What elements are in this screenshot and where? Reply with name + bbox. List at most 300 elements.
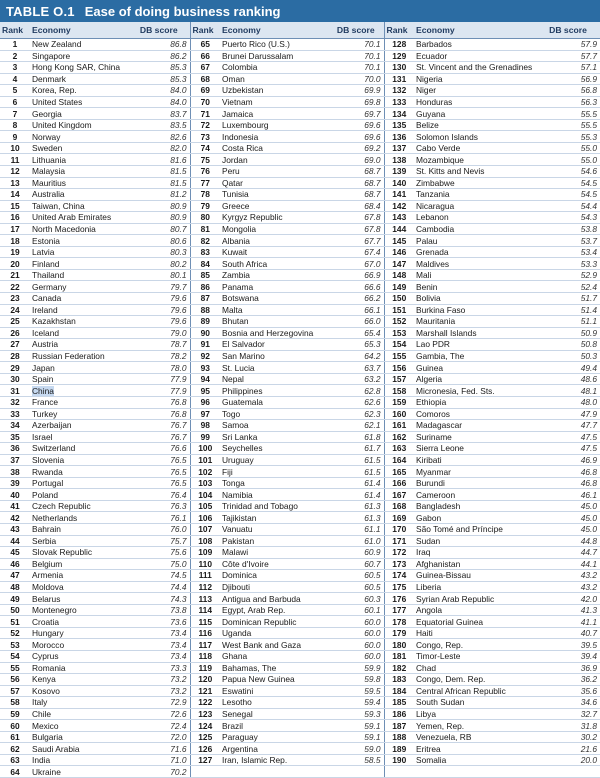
economy-text: Libya xyxy=(416,708,437,719)
rank-text: 63 xyxy=(10,755,20,766)
economy-text: Indonesia xyxy=(222,131,259,142)
rank-cell xyxy=(384,85,414,97)
score-text: 58.5 xyxy=(364,755,381,766)
score-cell xyxy=(536,674,600,686)
economy-text: France xyxy=(32,397,59,408)
rank-text: 116 xyxy=(198,628,212,639)
score-cell xyxy=(128,616,190,628)
rank-text: 39 xyxy=(10,478,20,489)
rank-cell xyxy=(190,189,220,201)
rank-cell xyxy=(384,246,414,258)
score-cell xyxy=(128,96,190,108)
economy-cell xyxy=(220,616,328,628)
rank-text: 117 xyxy=(198,639,212,650)
score-text: 67.8 xyxy=(364,212,381,223)
rank-text: 15 xyxy=(10,200,20,211)
economy-cell xyxy=(220,177,328,189)
score-text: 59.8 xyxy=(364,674,381,685)
economy-text: Eritrea xyxy=(416,743,441,754)
score-cell xyxy=(536,339,600,351)
score-cell xyxy=(128,246,190,258)
economy-text: Afghanistan xyxy=(416,558,461,569)
economy-cell xyxy=(414,720,536,732)
score-text: 79.6 xyxy=(170,293,187,304)
score-cell xyxy=(328,674,384,686)
economy-cell xyxy=(30,500,128,512)
score-cell xyxy=(536,350,600,362)
rank-text: 176 xyxy=(392,593,407,604)
score-text: 36.9 xyxy=(580,662,597,673)
economy-cell xyxy=(30,131,128,143)
economy-cell xyxy=(414,547,536,559)
score-cell xyxy=(128,477,190,489)
rank-text: 184 xyxy=(392,685,407,696)
economy-cell xyxy=(220,281,328,293)
rank-cell xyxy=(384,512,414,524)
ranking-table-container xyxy=(0,22,600,778)
score-cell xyxy=(328,766,384,778)
score-text: 47.5 xyxy=(580,431,597,442)
score-text: 53.7 xyxy=(580,235,597,246)
score-text: 47.5 xyxy=(580,443,597,454)
table-row xyxy=(0,96,600,108)
rank-text: 156 xyxy=(392,362,407,373)
score-cell xyxy=(328,431,384,443)
rank-cell xyxy=(190,200,220,212)
rank-text: 16 xyxy=(10,212,20,223)
rank-text: 183 xyxy=(392,674,407,685)
rank-text: 120 xyxy=(198,674,213,685)
score-cell xyxy=(328,512,384,524)
rank-text: 173 xyxy=(392,558,407,569)
rank-text: 161 xyxy=(392,420,407,431)
rank-cell xyxy=(190,108,220,120)
rank-cell xyxy=(0,650,30,662)
score-text: 61.5 xyxy=(364,466,381,477)
score-text: 66.1 xyxy=(364,304,381,315)
rank-text: 168 xyxy=(392,501,407,512)
table-row xyxy=(0,350,600,362)
rank-text: 142 xyxy=(392,200,407,211)
economy-cell xyxy=(220,166,328,178)
score-text: 82.0 xyxy=(170,143,187,154)
rank-text: 92 xyxy=(200,351,210,362)
score-text: 72.6 xyxy=(170,708,187,719)
rank-cell xyxy=(384,304,414,316)
table-row xyxy=(0,246,600,258)
rank-cell xyxy=(384,316,414,328)
score-cell xyxy=(536,685,600,697)
rank-text: 115 xyxy=(198,616,212,627)
rank-text: 129 xyxy=(392,50,407,61)
economy-text: Belgium xyxy=(32,558,63,569)
rank-text: 18 xyxy=(10,235,20,246)
rank-cell xyxy=(0,754,30,766)
rank-text: 172 xyxy=(392,547,407,558)
score-text: 73.4 xyxy=(170,651,187,662)
score-cell xyxy=(328,50,384,62)
economy-text: Somalia xyxy=(416,755,447,766)
economy-text: Uzbekistan xyxy=(222,85,264,96)
score-cell xyxy=(328,466,384,478)
economy-text: Ghana xyxy=(222,651,248,662)
economy-cell xyxy=(220,431,328,443)
economy-text: Slovenia xyxy=(32,454,65,465)
economy-cell xyxy=(30,766,128,778)
economy-cell xyxy=(414,639,536,651)
rank-text: 152 xyxy=(392,316,407,327)
rank-cell xyxy=(190,604,220,616)
economy-cell xyxy=(30,720,128,732)
table-row xyxy=(0,339,600,351)
rank-cell xyxy=(384,327,414,339)
rank-text: 141 xyxy=(392,189,407,200)
economy-text: Bolivia xyxy=(416,293,441,304)
score-cell xyxy=(328,223,384,235)
rank-text: 55 xyxy=(10,662,20,673)
rank-text: 64 xyxy=(10,766,20,777)
economy-cell xyxy=(30,650,128,662)
rank-cell xyxy=(384,350,414,362)
rank-cell xyxy=(384,62,414,74)
rank-text: 109 xyxy=(198,547,213,558)
rank-cell xyxy=(190,316,220,328)
score-text: 78.2 xyxy=(170,351,187,362)
rank-cell xyxy=(384,166,414,178)
economy-cell xyxy=(220,627,328,639)
rank-text: 157 xyxy=(392,374,407,385)
rank-text: 170 xyxy=(392,524,407,535)
score-text: 74.4 xyxy=(170,581,187,592)
economy-text: Guinea-Bissau xyxy=(416,570,471,581)
score-cell xyxy=(128,293,190,305)
economy-text: Ukraine xyxy=(32,766,61,777)
economy-cell xyxy=(30,200,128,212)
table-row xyxy=(0,500,600,512)
economy-cell xyxy=(414,466,536,478)
economy-cell xyxy=(30,489,128,501)
economy-cell xyxy=(414,443,536,455)
economy-text: Seychelles xyxy=(222,443,263,454)
score-text: 67.8 xyxy=(364,224,381,235)
rank-cell xyxy=(190,697,220,709)
score-text: 80.9 xyxy=(170,200,187,211)
rank-cell xyxy=(190,293,220,305)
score-text: 76.5 xyxy=(170,478,187,489)
score-text: 59.5 xyxy=(364,685,381,696)
rank-text: 162 xyxy=(392,431,407,442)
table-row xyxy=(0,235,600,247)
score-text: 49.4 xyxy=(580,362,597,373)
rank-cell xyxy=(190,616,220,628)
rank-cell xyxy=(384,754,414,766)
score-cell xyxy=(128,743,190,755)
rank-cell xyxy=(384,443,414,455)
economy-text: Korea, Rep. xyxy=(32,85,77,96)
score-text: 76.6 xyxy=(170,443,187,454)
economy-text: Puerto Rico (U.S.) xyxy=(222,39,290,50)
score-text: 54.6 xyxy=(580,166,597,177)
score-text: 73.8 xyxy=(170,605,187,616)
rank-text: 20 xyxy=(10,258,20,269)
rank-text: 62 xyxy=(10,743,20,754)
economy-cell xyxy=(414,373,536,385)
economy-cell xyxy=(220,512,328,524)
economy-text: Djibouti xyxy=(222,581,250,592)
score-cell xyxy=(328,547,384,559)
header-score-1: DB score xyxy=(128,22,190,39)
score-text: 77.9 xyxy=(170,374,187,385)
score-text: 79.6 xyxy=(170,304,187,315)
score-text: 71.6 xyxy=(170,743,187,754)
score-text: 50.3 xyxy=(580,351,597,362)
economy-text: Qatar xyxy=(222,177,243,188)
rank-text: 25 xyxy=(10,316,20,327)
economy-cell xyxy=(220,304,328,316)
header-score-3: DB score xyxy=(536,22,600,39)
rank-cell xyxy=(0,662,30,674)
ranking-rows xyxy=(0,39,600,778)
table-row xyxy=(0,639,600,651)
rank-cell xyxy=(190,593,220,605)
rank-cell xyxy=(0,177,30,189)
economy-cell xyxy=(220,535,328,547)
table-row xyxy=(0,166,600,178)
rank-text: 67 xyxy=(200,62,210,73)
economy-cell xyxy=(220,570,328,582)
score-text: 34.6 xyxy=(580,697,597,708)
rank-cell xyxy=(384,189,414,201)
table-row xyxy=(0,454,600,466)
economy-text: Brunei Darussalam xyxy=(222,50,294,61)
score-cell xyxy=(128,327,190,339)
rank-text: 124 xyxy=(198,720,213,731)
economy-text: Kosovo xyxy=(32,685,60,696)
score-cell xyxy=(328,131,384,143)
economy-text: Tonga xyxy=(222,478,245,489)
score-cell xyxy=(328,385,384,397)
score-text: 53.3 xyxy=(580,258,597,269)
rank-text: 171 xyxy=(392,535,407,546)
rank-text: 163 xyxy=(392,443,407,454)
rank-cell xyxy=(0,223,30,235)
economy-text: Bangladesh xyxy=(416,501,461,512)
score-text: 82.6 xyxy=(170,131,187,142)
economy-cell xyxy=(30,339,128,351)
rank-text: 106 xyxy=(198,512,213,523)
score-text: 51.4 xyxy=(580,304,597,315)
economy-text: Trinidad and Tobago xyxy=(222,501,298,512)
rank-cell xyxy=(190,327,220,339)
score-cell xyxy=(128,720,190,732)
economy-text: Micronesia, Fed. Sts. xyxy=(416,385,495,396)
economy-text: Kiribati xyxy=(416,454,442,465)
score-cell xyxy=(128,235,190,247)
rank-text: 155 xyxy=(392,351,407,362)
table-row xyxy=(0,708,600,720)
score-cell xyxy=(128,108,190,120)
economy-text: Canada xyxy=(32,293,62,304)
score-cell xyxy=(328,339,384,351)
score-cell xyxy=(328,281,384,293)
economy-cell xyxy=(220,142,328,154)
rank-text: 84 xyxy=(200,258,210,269)
economy-text: Hong Kong SAR, China xyxy=(32,62,120,73)
economy-text: Malaysia xyxy=(32,166,66,177)
score-text: 57.7 xyxy=(580,50,597,61)
economy-text: Namibia xyxy=(222,489,253,500)
economy-text: Greece xyxy=(222,200,250,211)
table-row xyxy=(0,593,600,605)
score-cell xyxy=(536,581,600,593)
economy-text: Iraq xyxy=(416,547,431,558)
rank-text: 6 xyxy=(12,97,18,107)
rank-text: 83 xyxy=(200,247,210,258)
score-text: 73.2 xyxy=(170,674,187,685)
rank-cell xyxy=(190,119,220,131)
score-text: 60.1 xyxy=(364,605,381,616)
score-text: 79.6 xyxy=(170,316,187,327)
rank-text: 4 xyxy=(12,73,18,84)
economy-text: Estonia xyxy=(32,235,60,246)
economy-cell xyxy=(30,269,128,281)
rank-text: 38 xyxy=(10,466,20,477)
rank-text: 21 xyxy=(10,270,20,281)
rank-cell xyxy=(384,466,414,478)
score-cell xyxy=(536,766,600,778)
rank-text: 98 xyxy=(200,420,210,431)
rank-text: 9 xyxy=(12,131,18,142)
economy-text: Cambodia xyxy=(416,224,455,235)
rank-text: 12 xyxy=(10,166,20,177)
economy-cell xyxy=(30,697,128,709)
economy-text: Zambia xyxy=(222,270,250,281)
rank-cell xyxy=(384,720,414,732)
score-text: 73.4 xyxy=(170,628,187,639)
rank-cell xyxy=(0,593,30,605)
economy-cell xyxy=(414,627,536,639)
rank-cell xyxy=(190,454,220,466)
rank-cell xyxy=(384,535,414,547)
score-text: 83.7 xyxy=(170,108,187,119)
economy-text: Jordan xyxy=(222,154,248,165)
table-row xyxy=(0,547,600,559)
economy-cell xyxy=(414,396,536,408)
score-text: 53.4 xyxy=(580,247,597,258)
economy-cell xyxy=(220,293,328,305)
rank-cell xyxy=(190,639,220,651)
economy-text: Switzerland xyxy=(32,443,76,454)
economy-cell xyxy=(414,581,536,593)
economy-text: Kuwait xyxy=(222,247,248,258)
score-cell xyxy=(328,154,384,166)
score-cell xyxy=(128,627,190,639)
rank-text: 140 xyxy=(392,177,407,188)
rank-cell xyxy=(384,500,414,512)
score-text: 78.7 xyxy=(170,339,187,350)
economy-cell xyxy=(30,477,128,489)
economy-cell xyxy=(220,489,328,501)
score-cell xyxy=(328,62,384,74)
score-text: 68.7 xyxy=(364,189,381,200)
rank-cell xyxy=(384,293,414,305)
rank-cell xyxy=(0,477,30,489)
table-row xyxy=(0,119,600,131)
economy-text: Guyana xyxy=(416,108,446,119)
economy-text: Ireland xyxy=(32,304,58,315)
economy-text: Oman xyxy=(222,73,245,84)
rank-text: 82 xyxy=(200,235,210,246)
score-cell xyxy=(328,362,384,374)
economy-cell xyxy=(414,650,536,662)
score-text: 69.9 xyxy=(364,85,381,96)
economy-text: Bahrain xyxy=(32,524,61,535)
economy-cell xyxy=(414,616,536,628)
rank-text: 188 xyxy=(392,732,407,743)
economy-cell xyxy=(30,604,128,616)
rank-cell xyxy=(0,570,30,582)
score-text: 43.2 xyxy=(580,570,597,581)
economy-cell xyxy=(414,500,536,512)
rank-text: 181 xyxy=(392,651,407,662)
economy-text: Egypt, Arab Rep. xyxy=(222,605,286,616)
score-cell xyxy=(128,662,190,674)
rank-text: 17 xyxy=(10,224,20,235)
rank-cell xyxy=(0,731,30,743)
score-cell xyxy=(536,223,600,235)
economy-cell xyxy=(30,327,128,339)
economy-text: Pakistan xyxy=(222,535,255,546)
economy-cell xyxy=(414,96,536,108)
rank-cell xyxy=(0,720,30,732)
economy-cell xyxy=(30,685,128,697)
score-cell xyxy=(128,431,190,443)
rank-text: 26 xyxy=(10,327,20,338)
economy-cell xyxy=(220,85,328,97)
rank-cell xyxy=(0,489,30,501)
score-text: 67.7 xyxy=(364,235,381,246)
score-text: 61.5 xyxy=(364,454,381,465)
score-text: 68.4 xyxy=(364,200,381,211)
economy-cell xyxy=(220,454,328,466)
economy-text: Timor-Leste xyxy=(416,651,461,662)
rank-text: 79 xyxy=(200,200,210,211)
score-cell xyxy=(128,731,190,743)
score-cell xyxy=(328,570,384,582)
score-cell xyxy=(536,50,600,62)
economy-cell xyxy=(414,73,536,85)
rank-text: 77 xyxy=(200,177,210,188)
economy-cell xyxy=(30,754,128,766)
score-text: 70.1 xyxy=(364,62,381,73)
economy-cell xyxy=(414,235,536,247)
score-text: 66.0 xyxy=(364,316,381,327)
score-cell xyxy=(328,85,384,97)
rank-cell xyxy=(384,581,414,593)
rank-cell xyxy=(0,708,30,720)
economy-cell xyxy=(414,339,536,351)
economy-text: Uruguay xyxy=(222,454,254,465)
rank-cell xyxy=(190,177,220,189)
score-cell xyxy=(128,166,190,178)
rank-cell xyxy=(0,258,30,270)
table-row xyxy=(0,466,600,478)
score-cell xyxy=(536,754,600,766)
score-text: 80.3 xyxy=(170,247,187,258)
economy-cell xyxy=(220,200,328,212)
score-cell xyxy=(128,674,190,686)
score-cell xyxy=(328,246,384,258)
